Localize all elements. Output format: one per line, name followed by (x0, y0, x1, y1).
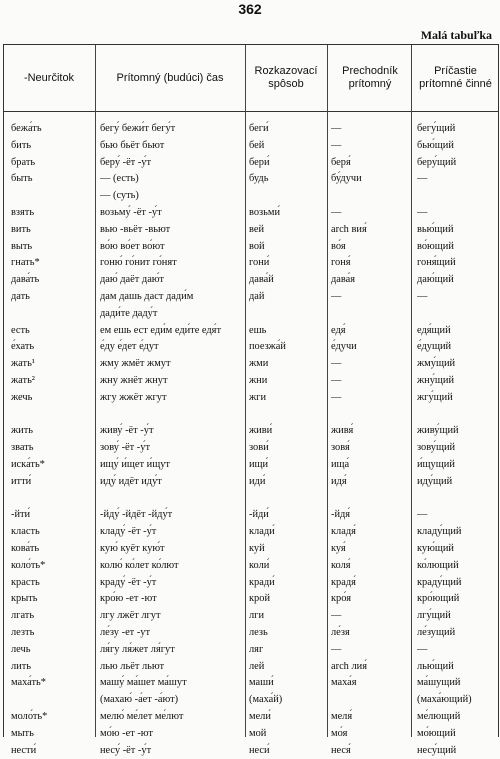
participle-cell: даю́щий (417, 274, 454, 286)
gerund-cell: бу́дучи (331, 173, 362, 185)
infinitive-cell: жечь (11, 391, 33, 403)
infinitive-cell: е́хать (11, 341, 35, 353)
table-row (4, 541, 498, 557)
imperative-cell: клади́ (249, 526, 275, 538)
imperative-cell: ешь (249, 324, 267, 336)
present-tense-cell: мо́ю -ет -ют (100, 727, 153, 739)
table-row (4, 608, 498, 624)
imperative-cell: куй (249, 543, 265, 554)
table-row (4, 373, 498, 389)
present-tense-cell: — (суть) (100, 190, 139, 202)
participle-cell: — (417, 643, 428, 655)
table-row (4, 743, 498, 759)
infinitive-cell: класть (11, 526, 40, 538)
present-tense-cell: дам дашь даст дади́м (100, 291, 194, 302)
gerund-cell: е́дучи (331, 341, 357, 353)
table-row (4, 138, 498, 154)
gerund-cell: беря́ (331, 156, 351, 168)
present-tense-cell: лгу лжёт лгут (100, 610, 161, 622)
participle-cell: кро́ющий (417, 593, 460, 605)
table-row (4, 558, 498, 574)
imperative-cell: жни (249, 375, 268, 386)
table-row (4, 675, 498, 691)
gerund-cell: гоня́ (331, 257, 351, 269)
infinitive-cell: взять (11, 207, 35, 218)
table-row (4, 407, 498, 423)
present-tense-cell: дади́те даду́т (100, 307, 158, 319)
table-row (4, 323, 498, 339)
gerund-cell: — (331, 291, 342, 302)
imperative-cell: дай (249, 291, 265, 302)
infinitive-cell: быть (11, 173, 33, 185)
imperative-cell: ляг (249, 643, 264, 655)
present-tense-cell: -йду́ -йдёт -йду́т (100, 509, 173, 521)
table-row (4, 726, 498, 742)
participle-cell: кую́щий (417, 543, 454, 554)
gerund-cell: — (331, 643, 342, 655)
table-row (4, 659, 498, 675)
table-row (4, 339, 498, 355)
present-tense-cell: даю́ даёт даю́т (100, 274, 164, 286)
gerund-cell: ле́зя (331, 627, 350, 638)
present-tense-cell: кро́ю -ет -ют (100, 593, 157, 605)
table-row (4, 289, 498, 305)
imperative-cell: бей (249, 139, 265, 151)
participle-cell: жну́щий (417, 375, 455, 386)
imperative-cell: жги (249, 391, 267, 403)
present-tense-cell: гоню́ го́нит го́нят (100, 257, 177, 269)
infinitive-cell: коло́ть* (11, 559, 46, 571)
participle-cell: кладу́щий (417, 526, 462, 538)
infinitive-cell: -йти́ (11, 509, 31, 521)
participle-cell: е́дущий (417, 341, 452, 353)
participle-cell: — (417, 173, 428, 185)
participle-cell: ме́лющий (417, 711, 461, 722)
participle-cell: бью́щий (417, 139, 454, 151)
gerund-cell: куя́ (331, 543, 346, 554)
table-row (4, 524, 498, 540)
infinitive-cell: лгать (11, 610, 35, 622)
present-tense-cell: мелю́ ме́лет ме́лют (100, 711, 184, 722)
infinitive-cell: лечь (11, 643, 31, 655)
present-tense-cell: возьму́ -ёт -у́т (100, 207, 162, 218)
participle-cell: лью́щий (417, 660, 454, 672)
imperative-cell: неси́ (249, 744, 270, 756)
present-tense-cell: колю́ ко́лет ко́лют (100, 559, 179, 571)
table-row (4, 390, 498, 406)
header-imperative: Rozkazovací spôsob (254, 65, 318, 90)
gerund-cell: коля́ (331, 559, 351, 571)
present-tense-cell: иду́ идёт иду́т (100, 475, 162, 487)
participle-cell: — (417, 291, 428, 302)
table-row (4, 591, 498, 607)
table-row (4, 222, 498, 238)
infinitive-cell: мыть (11, 727, 34, 739)
gerund-cell: arch лия́ (331, 660, 368, 672)
header-infinitive: -Neurčitok (23, 71, 75, 84)
participle-cell: вью́щий (417, 223, 454, 235)
participle-cell: краду́щий (417, 576, 462, 588)
table-row (4, 625, 498, 641)
table-header (4, 45, 498, 112)
participle-cell: (маха́ющий) (417, 694, 472, 706)
present-tense-cell: вью -вьёт -вьют (100, 223, 171, 235)
gerund-cell: — (331, 610, 342, 622)
gerund-cell: — (331, 391, 342, 403)
gerund-cell: ища́ (331, 459, 350, 470)
table-row (4, 575, 498, 591)
present-tense-cell: краду́ -ёт -у́т (100, 576, 157, 588)
infinitive-cell: крыть (11, 593, 38, 605)
participle-cell: и́щущий (417, 459, 455, 470)
gerund-cell: кро́я (331, 593, 352, 605)
participle-cell: — (417, 509, 428, 521)
infinitive-cell: звать (11, 442, 34, 454)
imperative-cell: вой (249, 240, 265, 252)
gerund-cell: идя́ (331, 475, 347, 487)
infinitive-cell: итти́ (11, 475, 32, 487)
table-row (4, 457, 498, 473)
infinitive-cell: моло́ть* (11, 711, 48, 722)
participle-cell: беру́щий (417, 156, 457, 168)
table-row (4, 272, 498, 288)
present-tense-cell: ем ешь ест еди́м еди́те едя́т (100, 324, 222, 336)
gerund-cell: мо́я (331, 727, 348, 739)
imperative-cell: жми (249, 358, 269, 370)
table-row (4, 642, 498, 658)
present-tense-cell: бегу́ бежи́т бегу́т (100, 123, 176, 134)
participle-cell: во́ющий (417, 240, 454, 252)
present-tense-cell: несу́ -ёт -у́т (100, 744, 152, 756)
gerund-cell: дава́я (331, 274, 356, 286)
gerund-cell: — (331, 358, 342, 370)
infinitive-cell: жать¹ (11, 358, 35, 370)
present-tense-cell: — (есть) (100, 173, 139, 185)
gerund-cell: едя́ (331, 324, 346, 336)
present-tense-cell: жну жнёт жнут (100, 375, 168, 386)
present-tense-cell: зову́ -ёт -у́т (100, 442, 150, 454)
imperative-cell: -йди́ (249, 509, 269, 521)
gerund-cell: неся́ (331, 744, 351, 756)
infinitive-cell: лезть (11, 627, 35, 638)
present-tense-cell: во́ю во́ет во́ют (100, 240, 165, 252)
table-row (4, 356, 498, 372)
present-tense-cell: кладу́ -ёт -у́т (100, 526, 157, 538)
gerund-cell: во́я (331, 240, 346, 252)
gerund-cell: зовя́ (331, 442, 350, 454)
gerund-cell: — (331, 207, 342, 218)
imperative-cell: зови́ (249, 442, 269, 454)
infinitive-cell: выть (11, 240, 33, 252)
gerund-cell: -йдя́ (331, 509, 351, 521)
imperative-cell: кради́ (249, 576, 275, 588)
table-row (4, 255, 498, 271)
table-row (4, 491, 498, 507)
imperative-cell: (маха́й) (249, 694, 283, 706)
participle-cell: лгу́щий (417, 610, 451, 622)
participle-cell: жму́щий (417, 358, 456, 370)
imperative-cell: будь (249, 173, 269, 185)
gerund-cell: — (331, 375, 342, 386)
gerund-cell: меля́ (331, 711, 353, 722)
present-tense-cell: ля́гу ля́жет ля́гут (100, 643, 175, 655)
imperative-cell: вей (249, 223, 265, 235)
imperative-cell: лей (249, 660, 265, 672)
header-present-gerund: Prechodník prítomný (342, 65, 398, 90)
imperative-cell: беги́ (249, 123, 269, 134)
imperative-cell: крой (249, 593, 270, 605)
header-present-active-participle: Príčastie prítomné činné (419, 65, 492, 90)
gerund-cell: крадя́ (331, 576, 356, 588)
infinitive-cell: есть (11, 324, 30, 336)
infinitive-cell: маха́ть* (11, 677, 46, 689)
table-row (4, 205, 498, 221)
table-row (4, 121, 498, 137)
present-tense-cell: ле́зу -ет -ут (100, 627, 151, 638)
gerund-cell: маха́я (331, 677, 357, 689)
imperative-cell: гони́ (249, 257, 270, 269)
table-row (4, 440, 498, 456)
table-row (4, 188, 498, 204)
participle-cell: мо́ющий (417, 727, 456, 739)
imperative-cell: иди́ (249, 475, 266, 487)
present-tense-cell: (махаю́ -а́ет -а́ют) (100, 694, 179, 706)
table-row (4, 692, 498, 708)
table-row (4, 423, 498, 439)
imperative-cell: поезжа́й (249, 341, 286, 353)
participle-cell: зову́щий (417, 442, 456, 454)
header-present-tense: Prítomný (budúci) čas (116, 71, 224, 84)
table-row (4, 507, 498, 523)
gerund-cell: кладя́ (331, 526, 356, 538)
imperative-cell: маши́ (249, 677, 274, 689)
infinitive-cell: иска́ть* (11, 459, 45, 470)
participle-cell: едя́щий (417, 324, 451, 336)
participle-cell: несу́щий (417, 744, 457, 756)
gerund-cell: — (331, 139, 342, 151)
participle-cell: гоня́щий (417, 257, 456, 269)
present-tense-cell: лью льёт льют (100, 660, 165, 672)
infinitive-cell: гнать* (11, 257, 40, 269)
gerund-cell: живя́ (331, 425, 354, 437)
participle-cell: бегу́щий (417, 123, 456, 134)
infinitive-cell: красть (11, 576, 40, 588)
present-tense-cell: бью бьёт бьют (100, 139, 165, 151)
imperative-cell: мели́ (249, 711, 271, 722)
infinitive-cell: жать² (11, 375, 35, 386)
infinitive-cell: вить (11, 223, 31, 235)
imperative-cell: коли́ (249, 559, 270, 571)
imperative-cell: мой (249, 727, 267, 739)
participle-cell: ко́лющий (417, 559, 459, 571)
present-tense-cell: е́ду е́дет е́дут (100, 341, 159, 353)
table-row (4, 709, 498, 725)
gerund-cell: — (331, 123, 342, 134)
table-row (4, 306, 498, 322)
present-tense-cell: кую́ куёт кую́т (100, 543, 165, 554)
infinitive-cell: дать (11, 291, 30, 302)
verb-conjugation-table (3, 44, 499, 756)
imperative-cell: дава́й (249, 274, 274, 286)
table-row (4, 239, 498, 255)
infinitive-cell: нести́ (11, 744, 37, 756)
table-subtitle: Malá tabuľka (420, 28, 492, 42)
gerund-cell: arch вия́ (331, 223, 367, 235)
participle-cell: — (417, 207, 428, 218)
page-number: 362 (238, 1, 262, 17)
table-row (4, 474, 498, 490)
imperative-cell: возьми́ (249, 207, 281, 218)
present-tense-cell: жгу жжёт жгут (100, 391, 167, 403)
infinitive-cell: жить (11, 425, 34, 437)
imperative-cell: ищи́ (249, 459, 269, 470)
imperative-cell: бери́ (249, 156, 270, 168)
present-tense-cell: машу́ ма́шет ма́шут (100, 677, 187, 689)
table-row (4, 171, 498, 187)
imperative-cell: живи́ (249, 425, 273, 437)
infinitive-cell: лить (11, 660, 32, 672)
present-tense-cell: ищу́ и́щет и́щут (100, 459, 170, 470)
infinitive-cell: бить (11, 139, 32, 151)
infinitive-cell: дава́ть (11, 274, 40, 286)
infinitive-cell: бежа́ть (11, 123, 42, 134)
imperative-cell: лезь (249, 627, 268, 638)
infinitive-cell: кова́ть (11, 543, 40, 554)
present-tense-cell: живу́ -ёт -у́т (100, 425, 154, 437)
imperative-cell: лги (249, 610, 265, 622)
participle-cell: ле́зущий (417, 627, 456, 638)
participle-cell: ма́шущий (417, 677, 461, 689)
table-row (4, 155, 498, 171)
present-tense-cell: жму жмёт жмут (100, 358, 171, 370)
present-tense-cell: беру́ -ёт -у́т (100, 156, 152, 168)
participle-cell: иду́щий (417, 475, 453, 487)
infinitive-cell: брать (11, 156, 36, 168)
participle-cell: жгу́щий (417, 391, 453, 403)
participle-cell: живу́щий (417, 425, 459, 437)
